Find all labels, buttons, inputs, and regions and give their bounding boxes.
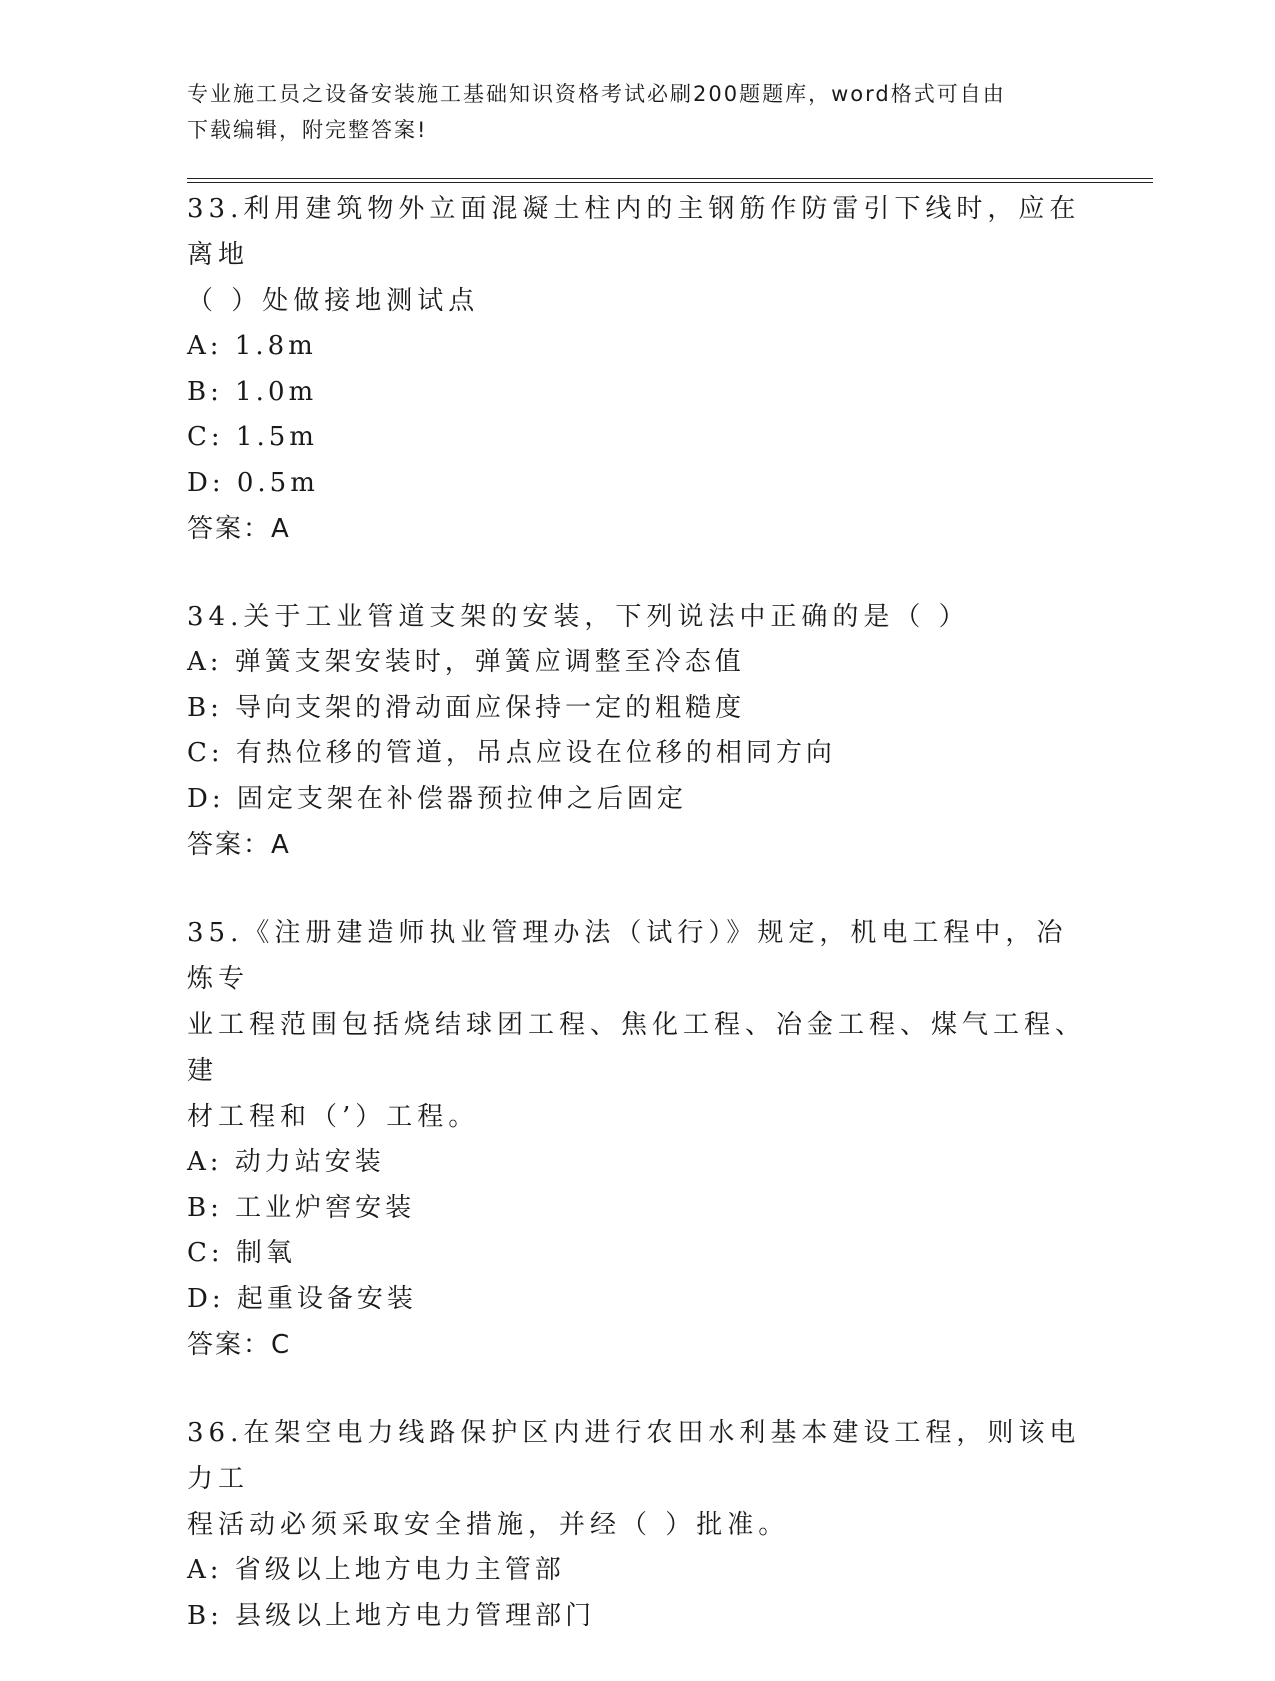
question-stem-line: 33.利用建筑物外立面混凝土柱内的主钢筋作防雷引下线时，应在离地: [187, 194, 1081, 270]
option-d: D: 起重设备安装: [187, 1283, 417, 1314]
answer-label: 答案：A: [187, 514, 291, 544]
option-d: D: 0.5m: [187, 467, 319, 498]
option-d: D: 固定支架在补偿器预拉伸之后固定: [187, 783, 687, 814]
option-b: B: 导向支架的滑动面应保持一定的粗糙度: [187, 692, 746, 723]
question-stem-line: 程活动必须采取安全措施，并经（ ）批准。: [187, 1510, 790, 1540]
option-b: B: 1.0m: [187, 376, 318, 407]
document-header: [187, 76, 1067, 148]
option-b: B: 县级以上地方电力管理部门: [187, 1600, 596, 1631]
option-c: C: 1.5m: [187, 422, 318, 452]
answer-label: 答案：A: [187, 830, 291, 860]
question-33: [187, 186, 1087, 552]
question-stem-line: 35.《注册建造师执业管理办法（试行）》规定，机电工程中，冶炼专: [187, 918, 1068, 994]
option-b: B: 工业炉窖安装: [187, 1192, 416, 1223]
option-a: A: 弹簧支架安装时，弹簧应调整至冷态值: [187, 647, 745, 677]
option-a: A: 1.8m: [187, 331, 317, 361]
option-c: C: 制氧: [187, 1238, 296, 1268]
question-stem-line: 业工程范围包括烧结球团工程、焦化工程、冶金工程、煤气工程、建: [187, 1010, 1087, 1086]
question-stem-line: 材工程和（’）工程。: [187, 1102, 480, 1132]
question-34: [187, 594, 1087, 868]
option-c: C: 有热位移的管道，吊点应设在位移的相同方向: [187, 738, 836, 768]
header-divider: [187, 178, 1153, 183]
question-stem-line: （ ）处做接地测试点: [187, 286, 480, 316]
question-35: [187, 910, 1087, 1368]
question-36: [187, 1410, 1087, 1639]
header-line-2: 下载编辑，附完整答案!: [187, 118, 428, 142]
question-list: [187, 186, 1087, 1681]
option-a: A: 动力站安装: [187, 1147, 385, 1177]
header-line-1: 专业施工员之设备安装施工基础知识资格考试必刷200题题库，word格式可自由: [187, 82, 1006, 106]
question-stem-line: 36.在架空电力线路保护区内进行农田水利基本建设工程，则该电力工: [187, 1418, 1081, 1494]
answer-label: 答案：C: [187, 1330, 292, 1360]
option-a: A: 省级以上地方电力主管部: [187, 1555, 565, 1585]
question-stem-line: 34.关于工业管道支架的安装，下列说法中正确的是（ ）: [187, 602, 970, 632]
